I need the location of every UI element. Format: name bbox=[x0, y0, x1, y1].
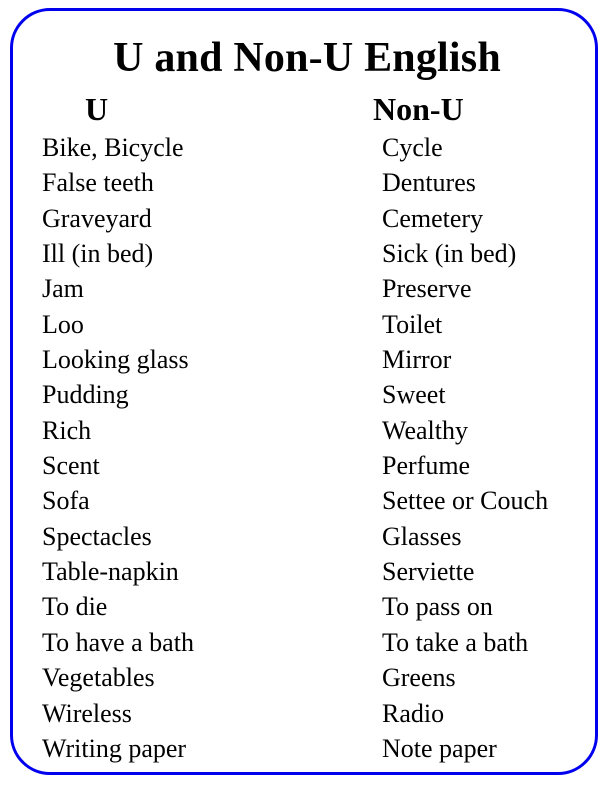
u-word: Jam bbox=[42, 274, 84, 304]
non-u-word: Greens bbox=[382, 663, 456, 693]
non-u-word: Mirror bbox=[382, 345, 452, 375]
u-word: Looking glass bbox=[42, 345, 189, 375]
non-u-word: Note paper bbox=[382, 733, 497, 763]
non-u-word-list bbox=[382, 135, 594, 771]
u-word: False teeth bbox=[42, 168, 154, 198]
non-u-word: Settee or Couch bbox=[382, 486, 549, 516]
non-u-word: Sweet bbox=[382, 380, 446, 410]
u-word: Spectacles bbox=[42, 521, 152, 551]
u-word: Scent bbox=[42, 451, 100, 481]
non-u-word: Toilet bbox=[382, 309, 443, 339]
u-word: To die bbox=[42, 592, 108, 622]
u-word: Vegetables bbox=[42, 663, 155, 693]
non-u-word: To take a bath bbox=[382, 627, 529, 657]
u-word: Wireless bbox=[42, 698, 132, 728]
non-u-word: Cemetery bbox=[382, 203, 484, 233]
u-word: Graveyard bbox=[42, 203, 152, 233]
non-u-word: Dentures bbox=[382, 168, 476, 198]
u-word: Writing paper bbox=[42, 733, 187, 763]
non-u-word: Preserve bbox=[382, 274, 472, 304]
non-u-word: Serviette bbox=[382, 557, 475, 587]
rounded-border-frame bbox=[10, 8, 598, 775]
non-u-word: To pass on bbox=[382, 592, 493, 622]
non-u-word: Sick (in bed) bbox=[382, 239, 517, 269]
u-column-header: U bbox=[85, 91, 109, 127]
non-u-column-header: Non-U bbox=[373, 91, 464, 127]
non-u-word: Cycle bbox=[382, 133, 443, 162]
non-u-word: Perfume bbox=[382, 451, 471, 481]
non-u-word: Glasses bbox=[382, 521, 462, 551]
u-word: Rich bbox=[42, 415, 92, 445]
u-word: Pudding bbox=[42, 380, 129, 410]
u-word-list bbox=[42, 135, 342, 771]
u-word: Ill (in bed) bbox=[42, 239, 154, 269]
non-u-word: Radio bbox=[382, 698, 445, 728]
u-word: To have a bath bbox=[42, 627, 194, 657]
u-word: Bike, Bicycle bbox=[42, 133, 184, 162]
u-word: Sofa bbox=[42, 486, 90, 516]
u-word: Loo bbox=[42, 309, 84, 339]
u-word: Table-napkin bbox=[42, 557, 179, 587]
page-title: U and Non-U English bbox=[113, 35, 501, 81]
non-u-word: Wealthy bbox=[382, 415, 468, 445]
